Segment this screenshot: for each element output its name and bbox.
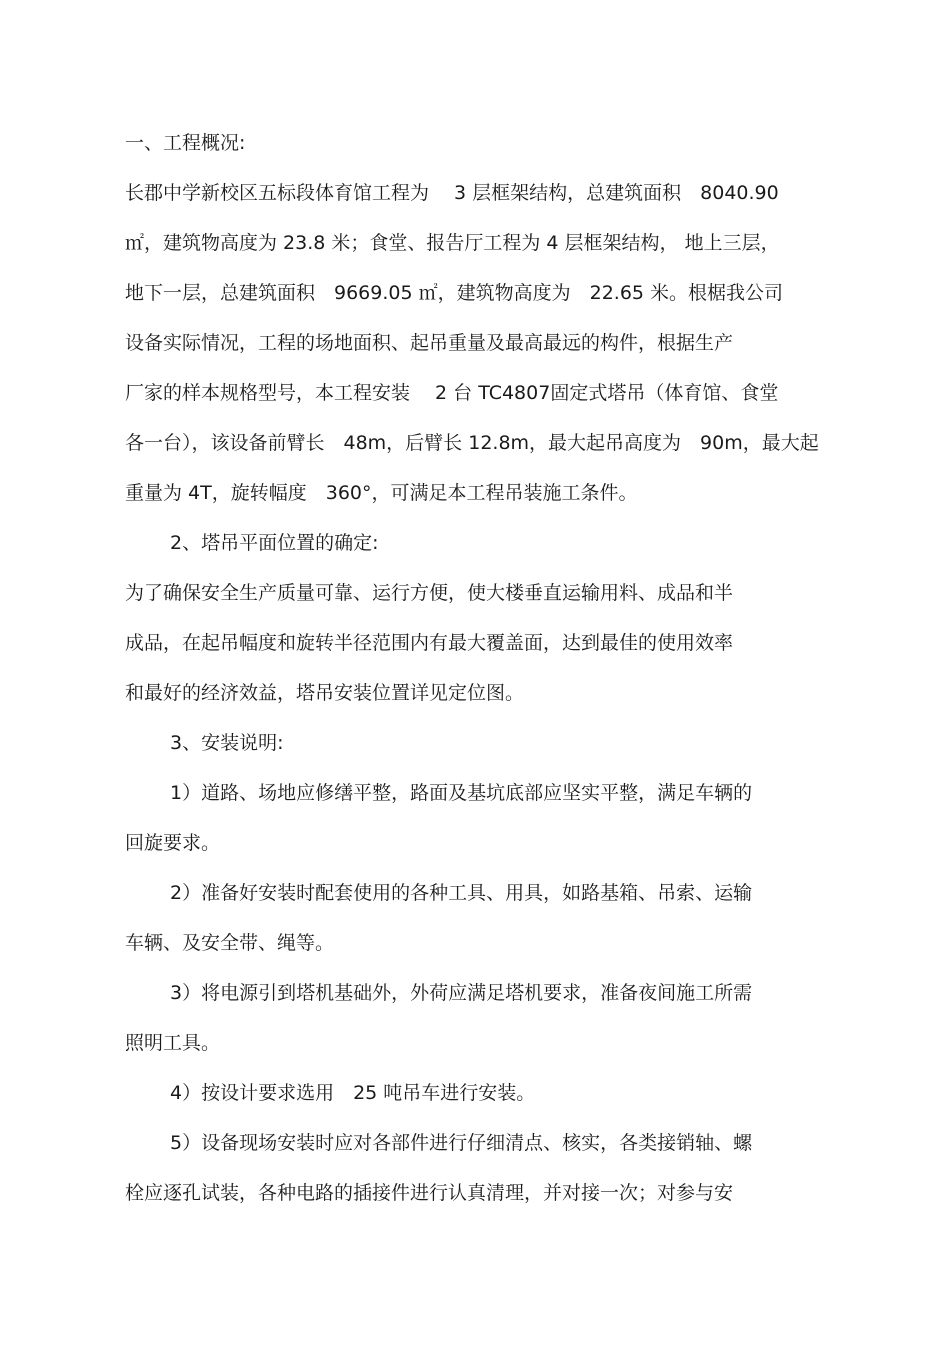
paragraph-line: 回旋要求。 <box>125 832 221 854</box>
list-item: 2）准备好安装时配套使用的各种工具、用具，如路基箱、吊索、运输 <box>170 882 753 904</box>
paragraph-line: 重量为 4T，旋转幅度 360°，可满足本工程吊装施工条件。 <box>125 482 638 504</box>
paragraph-line: 设备实际情况，工程的场地面积、起吊重量及最高最远的构件，根据生产 <box>125 332 734 354</box>
paragraph-line: 和最好的经济效益，塔吊安装位置详见定位图。 <box>125 682 525 704</box>
list-item: 5）设备现场安装时应对各部件进行仔细清点、核实，各类接销轴、螺 <box>170 1132 753 1154</box>
paragraph-line: 为了确保安全生产质量可靠、运行方便，使大楼垂直运输用料、成品和半 <box>125 582 734 604</box>
paragraph-line: 栓应逐孔试装，各种电路的插接件进行认真清理，并对接一次；对参与安 <box>125 1182 734 1204</box>
paragraph-line: 长郡中学新校区五标段体育馆工程为 3 层框架结构，总建筑面积 8040.90 <box>125 182 779 204</box>
paragraph-line: 厂家的样本规格型号，本工程安装 2 台 TC4807固定式塔吊（体育馆、食堂 <box>125 382 779 404</box>
paragraph-line: 照明工具。 <box>125 1032 221 1054</box>
paragraph-line: 车辆、及安全带、绳等。 <box>125 932 335 954</box>
paragraph-line: 各一台），该设备前臂长 48m，后臂长 12.8m，最大起吊高度为 90m，最大起 <box>125 432 819 454</box>
list-item: 3）将电源引到塔机基础外，外荷应满足塔机要求，准备夜间施工所需 <box>170 982 753 1004</box>
paragraph-line: 地下一层，总建筑面积 9669.05 ㎡，建筑物高度为 22.65 米。根椐我公司 <box>125 282 784 304</box>
paragraph-line: 成品，在起吊幅度和旋转半径范围内有最大覆盖面，达到最佳的使用效率 <box>125 632 734 654</box>
list-item: 4）按设计要求选用 25 吨吊车进行安装。 <box>170 1082 536 1104</box>
section-heading-overview: 一、工程概况: <box>125 132 246 154</box>
section-heading-tower-position: 2、塔吊平面位置的确定: <box>170 532 379 554</box>
list-item: 1）道路、场地应修缮平整，路面及基坑底部应坚实平整，满足车辆的 <box>170 782 753 804</box>
section-heading-installation: 3、安装说明: <box>170 732 284 754</box>
paragraph-line: ㎡，建筑物高度为 23.8 米；食堂、报告厅工程为 4 层框架结构， 地上三层， <box>125 232 780 254</box>
